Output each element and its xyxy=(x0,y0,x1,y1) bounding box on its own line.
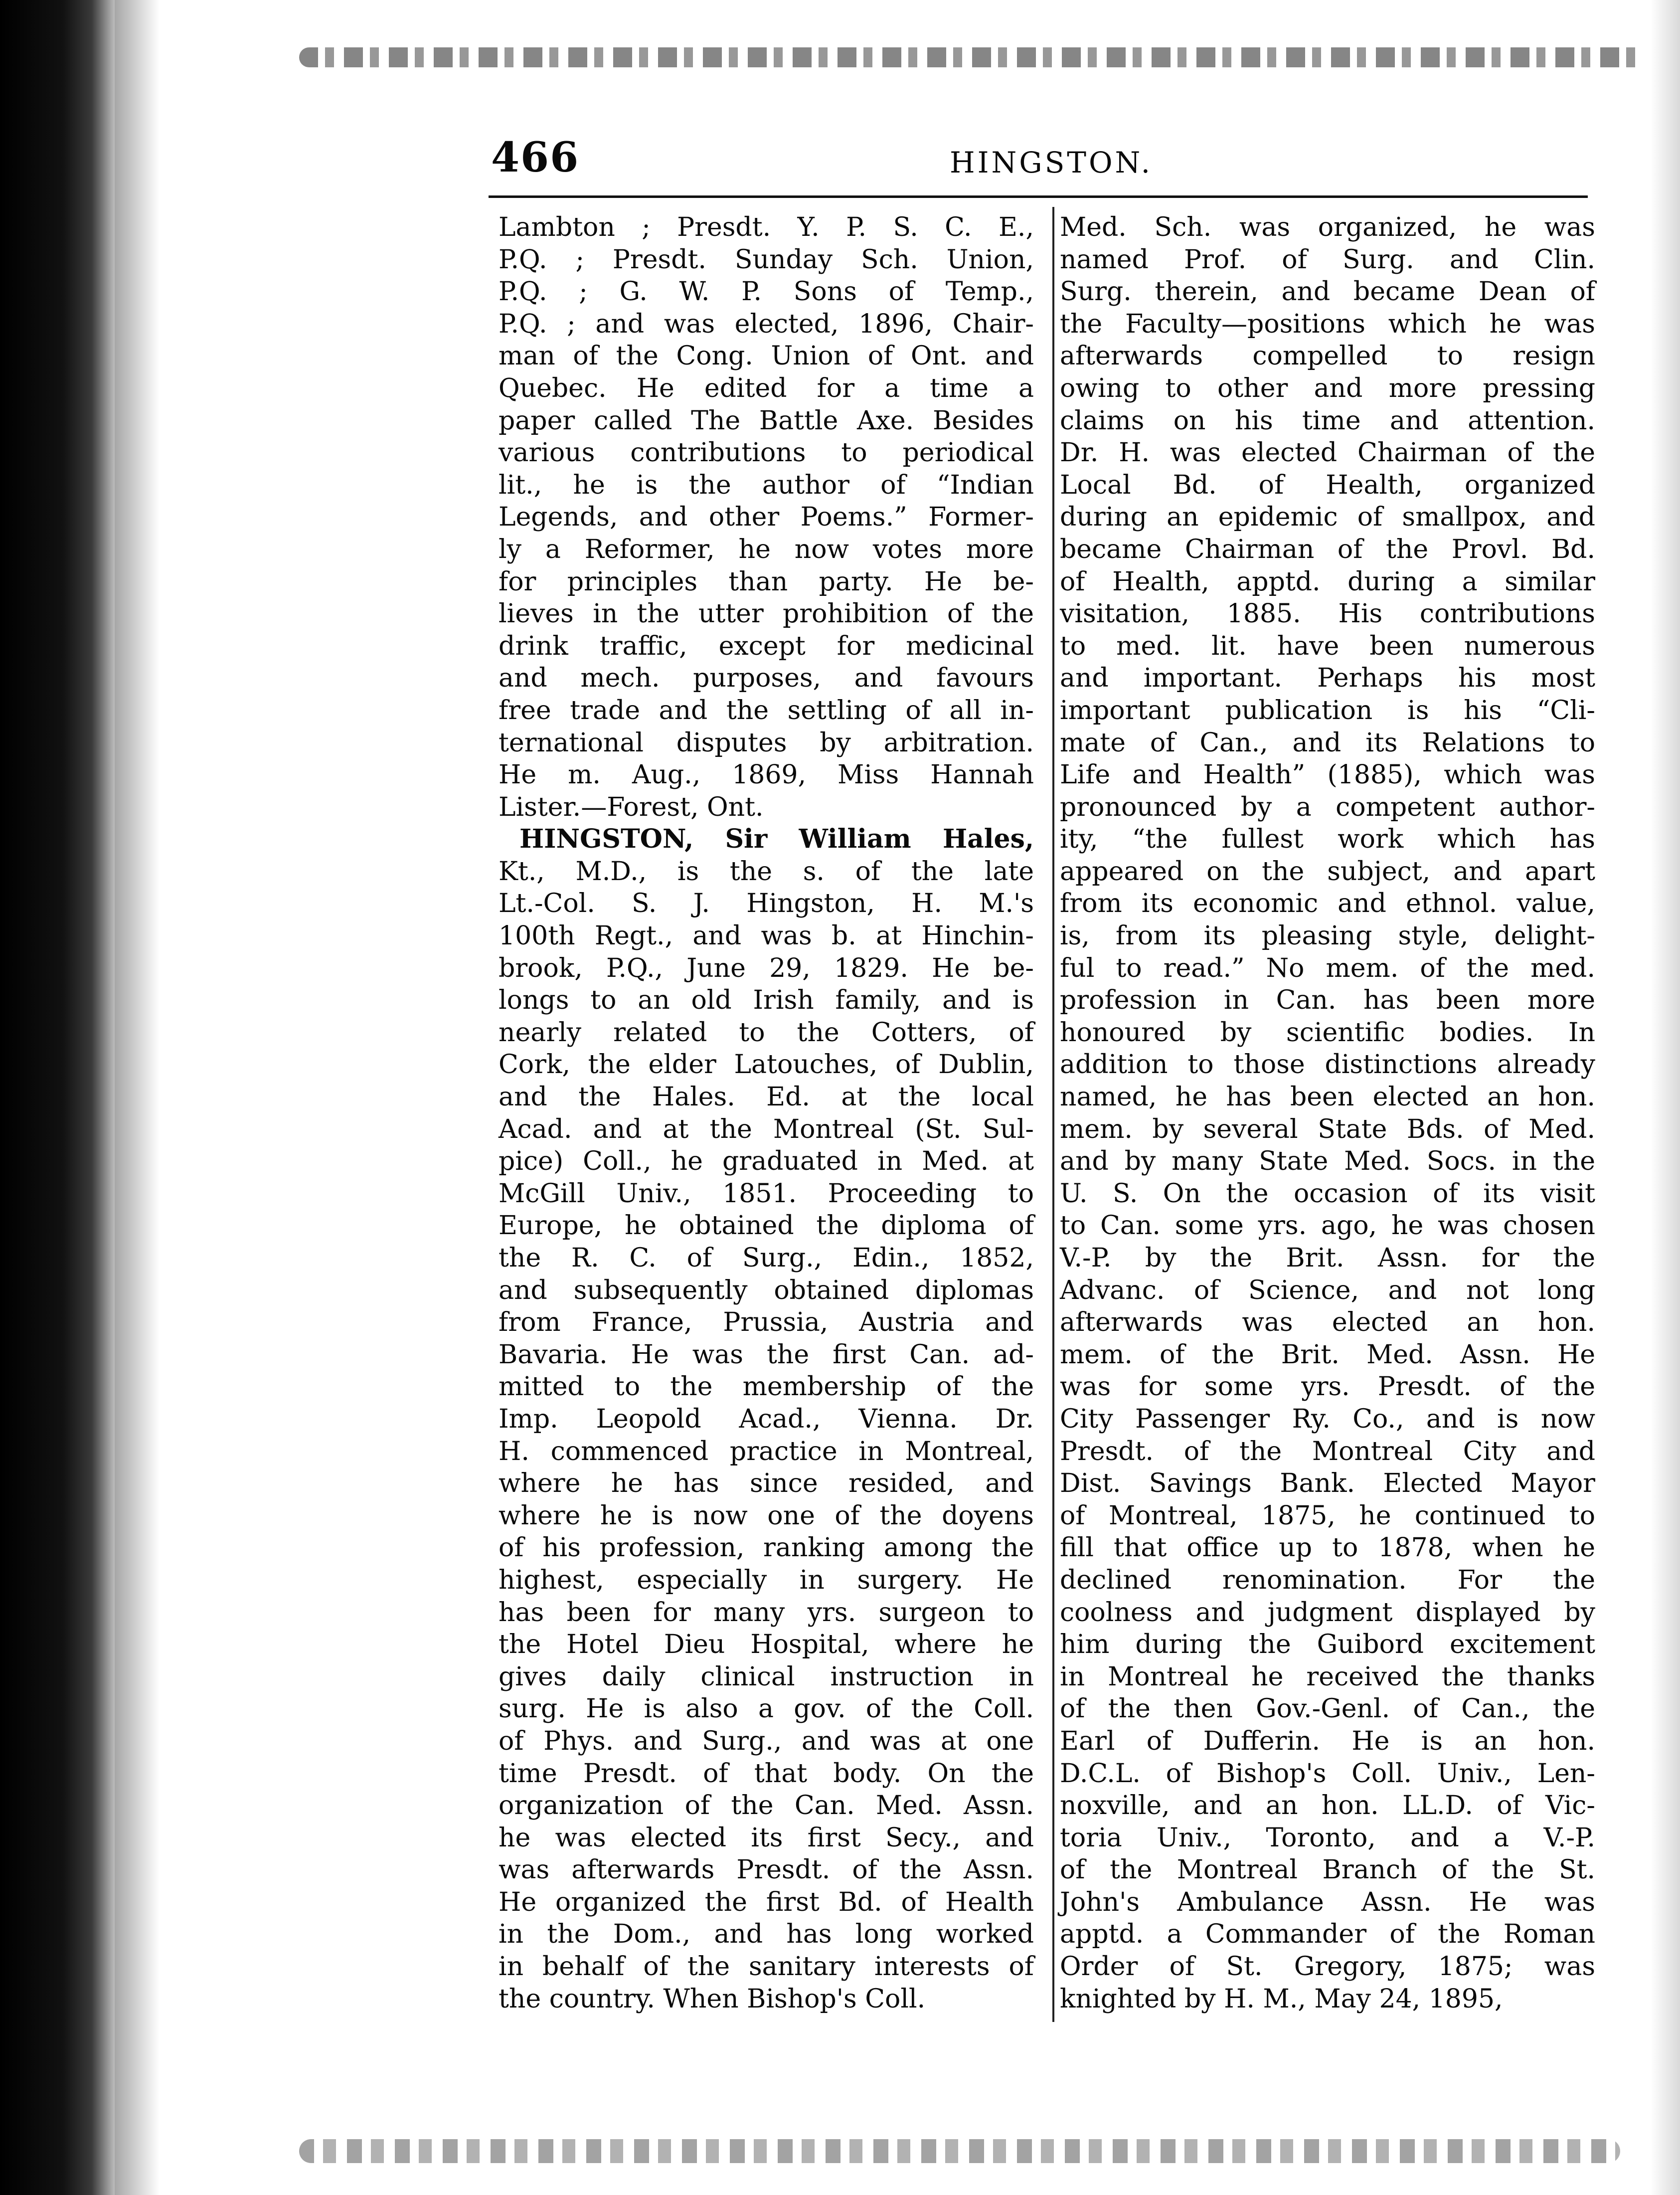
text-line: Dist. Savings Bank. Elected Mayor xyxy=(1060,1468,1595,1499)
text-line: and subsequently obtained diplomas xyxy=(499,1275,1034,1305)
text-line: honoured by scientific bodies. In xyxy=(1060,1017,1595,1048)
text-line: has been for many yrs. surgeon to xyxy=(499,1597,1034,1628)
text-line: appeared on the subject, and apart xyxy=(1060,856,1595,887)
text-line: longs to an old Irish family, and is xyxy=(499,985,1034,1016)
text-line: V.-P. by the Brit. Assn. for the xyxy=(1060,1243,1595,1273)
text-line: Presdt. of the Montreal City and xyxy=(1060,1436,1595,1466)
text-line: highest, especially in surgery. He xyxy=(499,1565,1034,1595)
text-line: where he has since resided, and xyxy=(499,1468,1034,1499)
text-line: owing to other and more pressing xyxy=(1060,373,1595,403)
text-line: claims on his time and attention. xyxy=(1060,405,1595,436)
text-line: P.Q. ; and was elected, 1896, Chair- xyxy=(499,309,1034,339)
text-line: Lister.—Forest, Ont. xyxy=(499,792,764,822)
text-line: Lambton ; Presdt. Y. P. S. C. E., xyxy=(499,212,1034,242)
text-line: mem. of the Brit. Med. Assn. He xyxy=(1060,1339,1595,1370)
text-line: lit., he is the author of “Indian xyxy=(499,470,1034,500)
text-line: John's Ambulance Assn. He was xyxy=(1060,1887,1595,1917)
text-line: Imp. Leopold Acad., Vienna. Dr. xyxy=(499,1404,1034,1434)
text-line: Acad. and at the Montreal (St. Sul- xyxy=(499,1114,1034,1144)
text-line: Advanc. of Science, and not long xyxy=(1060,1275,1595,1305)
text-line: of his profession, ranking among the xyxy=(499,1533,1034,1563)
text-line: time Presdt. of that body. On the xyxy=(499,1758,1034,1789)
text-line: Earl of Dufferin. He is an hon. xyxy=(1060,1726,1595,1756)
text-line: the country. When Bishop's Coll. xyxy=(499,1984,926,2014)
text-line: important publication is his “Cli- xyxy=(1060,695,1595,726)
text-line: ternational disputes by arbitration. xyxy=(499,728,1034,758)
text-line: Legends, and other Poems.” Former- xyxy=(499,502,1034,533)
text-line: he was elected its first Secy., and xyxy=(499,1823,1034,1853)
text-line: drink traffic, except for medicinal xyxy=(499,631,1034,661)
text-line: U. S. On the occasion of its visit xyxy=(1060,1178,1595,1209)
text-line: was for some yrs. Presdt. of the xyxy=(1060,1372,1595,1402)
text-line: Dr. H. was elected Chairman of the xyxy=(1060,438,1595,468)
text-line: named Prof. of Surg. and Clin. xyxy=(1060,244,1595,275)
text-line: Med. Sch. was organized, he was xyxy=(1060,212,1595,242)
left-column xyxy=(499,211,1034,2015)
text-line: knighted by H. M., May 24, 1895, xyxy=(1060,1984,1503,2014)
text-line: Quebec. He edited for a time a xyxy=(499,373,1034,403)
text-line: paper called The Battle Axe. Besides xyxy=(499,405,1034,436)
text-line: of Montreal, 1875, he continued to xyxy=(1060,1500,1595,1531)
text-line: Kt., M.D., is the s. of the late xyxy=(499,856,1034,887)
scan-binding-shadow xyxy=(115,0,160,2195)
page-number: 466 xyxy=(491,134,580,182)
text-line: City Passenger Ry. Co., and is now xyxy=(1060,1404,1595,1434)
text-line: Order of St. Gregory, 1875; was xyxy=(1060,1952,1595,1982)
text-line: to Can. some yrs. ago, he was chosen xyxy=(1060,1211,1595,1241)
header-rule xyxy=(489,195,1588,198)
text-line: P.Q. ; G. W. P. Sons of Temp., xyxy=(499,277,1034,307)
text-line: and mech. purposes, and favours xyxy=(499,663,1034,694)
running-title: HINGSTON. xyxy=(950,146,1153,180)
text-line: Lt.-Col. S. J. Hingston, H. M.'s xyxy=(499,889,1034,919)
text-line: HINGSTON, Sir William Hales, xyxy=(519,824,1034,855)
text-line: D.C.L. of Bishop's Coll. Univ., Len- xyxy=(1060,1758,1595,1789)
text-line: gives daily clinical instruction in xyxy=(499,1661,1034,1692)
text-line: in Montreal he received the thanks xyxy=(1060,1661,1595,1692)
text-line: Surg. therein, and became Dean of xyxy=(1060,277,1595,307)
text-line: H. commenced practice in Montreal, xyxy=(499,1436,1034,1466)
text-line: and by many State Med. Socs. in the xyxy=(1060,1146,1595,1177)
text-line: 100th Regt., and was b. at Hinchin- xyxy=(499,921,1034,951)
text-line: apptd. a Commander of the Roman xyxy=(1060,1919,1595,1950)
text-line: afterwards was elected an hon. xyxy=(1060,1307,1595,1338)
text-line: surg. He is also a gov. of the Coll. xyxy=(499,1694,1034,1724)
scan-binding-edge xyxy=(0,0,115,2195)
text-line: man of the Cong. Union of Ont. and xyxy=(499,341,1034,371)
text-line: from its economic and ethnol. value, xyxy=(1060,889,1595,919)
text-line: fill that office up to 1878, when he xyxy=(1060,1533,1595,1563)
text-line: Europe, he obtained the diploma of xyxy=(499,1211,1034,1241)
text-line: named, he has been elected an hon. xyxy=(1060,1082,1595,1112)
text-line: lieves in the utter prohibition of the xyxy=(499,599,1034,629)
text-line: and important. Perhaps his most xyxy=(1060,663,1595,694)
text-line: him during the Guibord excitement xyxy=(1060,1630,1595,1660)
text-line: the Faculty—positions which he was xyxy=(1060,309,1595,339)
text-line: is, from its pleasing style, delight- xyxy=(1060,921,1595,951)
text-line: during an epidemic of smallpox, and xyxy=(1060,502,1595,533)
column-divider xyxy=(1052,207,1054,2022)
text-line: visitation, 1885. His contributions xyxy=(1060,599,1595,629)
text-line: the R. C. of Surg., Edin., 1852, xyxy=(499,1243,1034,1273)
text-line: from France, Prussia, Austria and xyxy=(499,1307,1034,1338)
text-line: ity, “the fullest work which has xyxy=(1060,824,1595,855)
text-line: pronounced by a competent author- xyxy=(1060,792,1595,822)
text-line: free trade and the settling of all in- xyxy=(499,695,1034,726)
text-line: nearly related to the Cotters, of xyxy=(499,1017,1034,1048)
text-line: declined renomination. For the xyxy=(1060,1565,1595,1595)
text-line: in the Dom., and has long worked xyxy=(499,1919,1034,1950)
text-line: Life and Health” (1885), which was xyxy=(1060,760,1595,790)
scan-bottom-edge xyxy=(299,2139,1620,2163)
text-line: P.Q. ; Presdt. Sunday Sch. Union, xyxy=(499,244,1034,275)
text-line: was afterwards Presdt. of the Assn. xyxy=(499,1855,1034,1885)
text-line: the Hotel Dieu Hospital, where he xyxy=(499,1630,1034,1660)
text-line: where he is now one of the doyens xyxy=(499,1500,1034,1531)
text-line: mem. by several State Bds. of Med. xyxy=(1060,1114,1595,1144)
text-line: He organized the first Bd. of Health xyxy=(499,1887,1034,1917)
text-line: various contributions to periodical xyxy=(499,438,1034,468)
text-line: McGill Univ., 1851. Proceeding to xyxy=(499,1178,1034,1209)
text-line: and the Hales. Ed. at the local xyxy=(499,1082,1034,1112)
text-line: brook, P.Q., June 29, 1829. He be- xyxy=(499,953,1034,983)
text-line: ful to read.” No mem. of the med. xyxy=(1060,953,1595,983)
scan-top-edge xyxy=(299,47,1645,67)
text-line: of Health, apptd. during a similar xyxy=(1060,566,1595,597)
text-line: in behalf of the sanitary interests of xyxy=(499,1952,1034,1982)
text-line: pice) Coll., he graduated in Med. at xyxy=(499,1146,1034,1177)
text-line: for principles than party. He be- xyxy=(499,566,1034,597)
text-line: organization of the Can. Med. Assn. xyxy=(499,1791,1034,1821)
text-line: became Chairman of the Provl. Bd. xyxy=(1060,534,1595,564)
right-column xyxy=(1060,211,1595,2015)
text-line: of Phys. and Surg., and was at one xyxy=(499,1726,1034,1756)
text-line: of the then Gov.-Genl. of Can., the xyxy=(1060,1694,1595,1724)
text-line: Local Bd. of Health, organized xyxy=(1060,470,1595,500)
text-line: Cork, the elder Latouches, of Dublin, xyxy=(499,1050,1034,1080)
text-line: addition to those distinctions already xyxy=(1060,1050,1595,1080)
text-line: ly a Reformer, he now votes more xyxy=(499,534,1034,564)
text-line: He m. Aug., 1869, Miss Hannah xyxy=(499,760,1034,790)
text-line: mitted to the membership of the xyxy=(499,1372,1034,1402)
text-line: coolness and judgment displayed by xyxy=(1060,1597,1595,1628)
text-line: of the Montreal Branch of the St. xyxy=(1060,1855,1595,1885)
text-line: mate of Can., and its Relations to xyxy=(1060,728,1595,758)
text-line: profession in Can. has been more xyxy=(1060,985,1595,1016)
text-line: Bavaria. He was the first Can. ad- xyxy=(499,1339,1034,1370)
text-line: noxville, and an hon. LL.D. of Vic- xyxy=(1060,1791,1595,1821)
text-line: to med. lit. have been numerous xyxy=(1060,631,1595,661)
scan-right-edge xyxy=(1650,0,1680,2195)
text-line: afterwards compelled to resign xyxy=(1060,341,1595,371)
text-line: toria Univ., Toronto, and a V.-P. xyxy=(1060,1823,1595,1853)
